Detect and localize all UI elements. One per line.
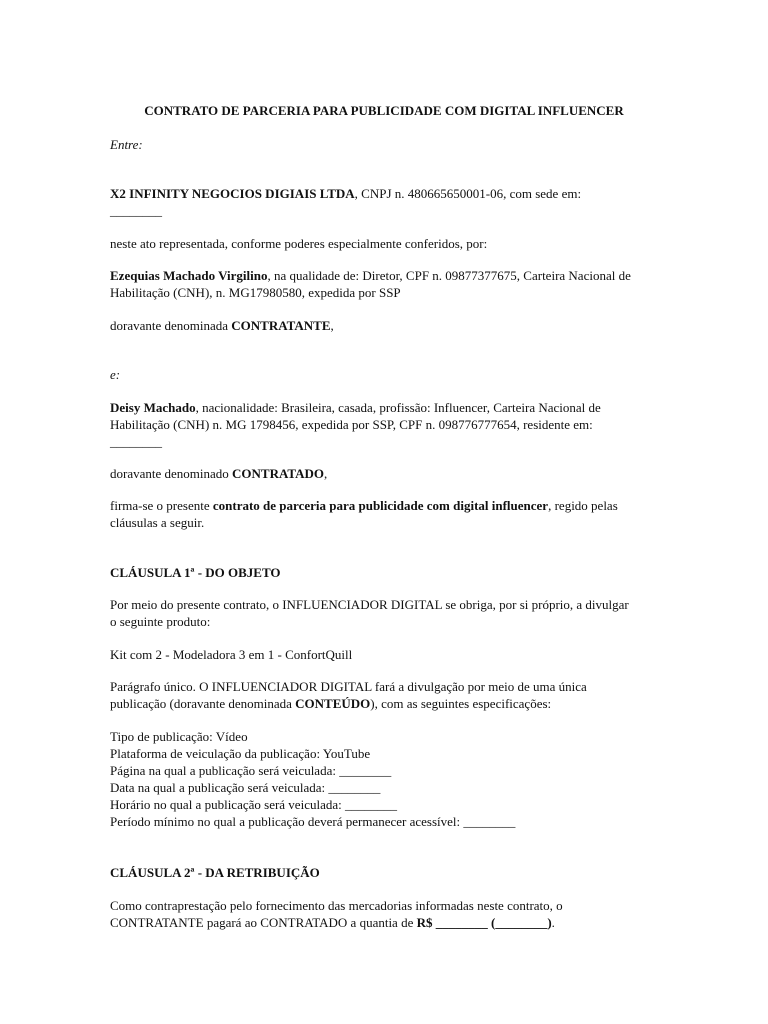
firma-contract-name: contrato de parceria para publicidade com digital influencer (212, 498, 549, 513)
company-line-1 (110, 185, 658, 202)
clause-1-p1-line-1: Por meio do presente contrato, o INFLUENCIADOR DIGITAL se obriga, por si próprio, a divulgar (110, 597, 629, 612)
influencer-line-1 (110, 399, 658, 416)
clause-1-paragraph-1 (110, 596, 658, 630)
payment-suffix: . (551, 915, 555, 930)
company-details: , CNPJ n. 480665650001-06, com sede em: (354, 186, 582, 201)
spec-item: Tipo de publicação: Vídeo (110, 729, 248, 744)
conteudo-prefix: publicação (doravante denominada (110, 696, 296, 711)
payment-prefix: CONTRATANTE pagará ao CONTRATADO a quantia de (110, 915, 417, 930)
clause-1-heading: CLÁUSULA 1ª - DO OBJETO (110, 565, 281, 580)
clause-1-p1-line-2: o seguinte produto: (110, 614, 211, 629)
influencer-name: Deisy Machado (110, 400, 196, 415)
company-address-blank: ________ (110, 203, 162, 218)
spec-item: Plataforma de veiculação da publicação: YouTube (110, 746, 371, 761)
contratado-prefix: doravante denominado (110, 466, 233, 481)
clause-2-line-2 (110, 914, 658, 931)
influencer-address-blank: ________ (110, 434, 162, 449)
firma-line-2: cláusulas a seguir. (110, 515, 205, 530)
conteudo-suffix: ), com as seguintes especificações: (370, 696, 552, 711)
clause-2-heading: CLÁUSULA 2ª - DA RETRIBUIÇÃO (110, 865, 320, 880)
document-title: CONTRATO DE PARCERIA PARA PUBLICIDADE COM DIGITAL INFLUENCER (144, 103, 624, 118)
clause-2-paragraph (110, 897, 658, 931)
contratante-label: CONTRATANTE (231, 318, 331, 333)
representative-name: Ezequias Machado Virgilino (110, 268, 268, 283)
represented-text: neste ato representada, conforme poderes especialmente conferidos, por: (110, 236, 488, 251)
influencer-paragraph (110, 399, 658, 450)
influencer-line-2: Habilitação (CNH) n. MG 1798456, expedida por SSP, CPF n. 098776777654, residente em: (110, 417, 593, 432)
representative-line-2: Habilitação (CNH), n. MG17980580, expedida por SSP (110, 285, 401, 300)
clause-2-line-1: Como contraprestação pelo fornecimento das mercadorias informadas neste contrato, o (110, 898, 563, 913)
spec-item: Horário no qual a publicação será veiculada: ________ (110, 797, 397, 812)
spec-item: Página na qual a publicação será veiculada: ________ (110, 763, 392, 778)
clause-1-p2-line-2 (110, 695, 658, 712)
representative-paragraph (110, 267, 658, 301)
e-label: e: (110, 367, 121, 382)
spec-item: Período mínimo no qual a publicação deverá permanecer acessível: ________ (110, 814, 516, 829)
contratante-prefix: doravante denominada (110, 318, 232, 333)
conteudo-label: CONTEÚDO (295, 696, 371, 711)
clause-1-paragraph-2 (110, 678, 658, 712)
contratado-suffix: , (323, 466, 328, 481)
company-name: X2 INFINITY NEGOCIOS DIGIAIS LTDA (110, 186, 355, 201)
spec-item: Data na qual a publicação será veiculada: ________ (110, 780, 381, 795)
contratante-suffix: , (330, 318, 334, 333)
contratante-paragraph (110, 317, 658, 334)
firma-suffix: , regido pelas (548, 498, 618, 513)
influencer-details: , nacionalidade: Brasileira, casada, profissão: Influencer, Carteira Nacional de (195, 400, 601, 415)
payment-amount: R$ ________ (________) (416, 915, 552, 930)
product-line: Kit com 2 - Modeladora 3 em 1 - ConfortQuill (110, 647, 353, 662)
firma-prefix: firma-se o presente (110, 498, 213, 513)
contratado-label: CONTRATADO (232, 466, 324, 481)
representative-line-1 (110, 267, 658, 284)
entre-label: Entre: (110, 137, 143, 152)
company-paragraph (110, 185, 658, 219)
clause-1-p2-line-1: Parágrafo único. O INFLUENCIADOR DIGITAL fará a divulgação por meio de uma única (110, 679, 587, 694)
firma-paragraph (110, 497, 658, 531)
contratado-paragraph (110, 465, 658, 482)
firma-line-1 (110, 497, 658, 514)
specifications-list (110, 728, 658, 830)
representative-details: , na qualidade de: Diretor, CPF n. 09877377675, Carteira Nacional de (267, 268, 631, 283)
